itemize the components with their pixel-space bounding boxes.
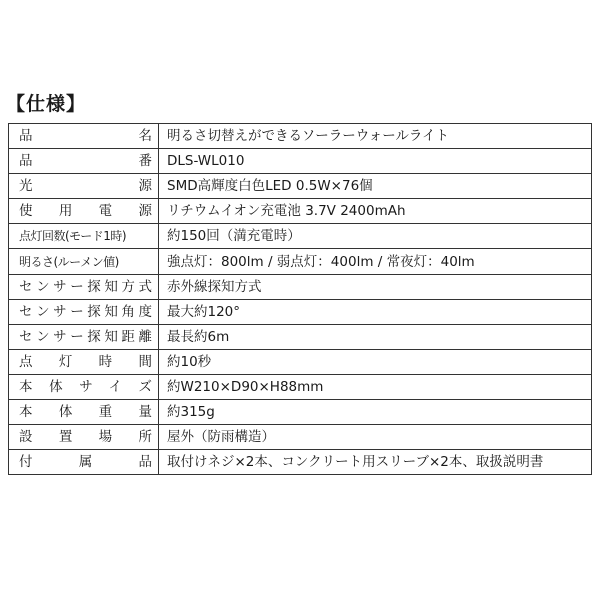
spec-row-body-size bbox=[9, 374, 592, 399]
spec-label-cell bbox=[9, 124, 159, 149]
spec-label-cell bbox=[9, 199, 159, 224]
spec-label-cell bbox=[9, 425, 159, 450]
spec-value: 取付けネジ×2本、コンクリート用スリーブ×2本、取扱説明書 bbox=[159, 450, 592, 475]
spec-label-cell bbox=[9, 249, 159, 274]
spec-row-power-source bbox=[9, 199, 592, 224]
spec-row-sensor-method bbox=[9, 274, 592, 299]
section-heading: 【仕様】 bbox=[6, 93, 87, 115]
spec-label: 品番 bbox=[19, 153, 152, 170]
spec-value: 赤外線探知方式 bbox=[159, 274, 592, 299]
spec-row-product-name bbox=[9, 124, 592, 149]
spec-row-product-number bbox=[9, 149, 592, 174]
spec-value: DLS-WL010 bbox=[159, 149, 592, 174]
spec-label-cell bbox=[9, 349, 159, 374]
spec-label: 品名 bbox=[19, 128, 152, 145]
spec-label-cell bbox=[9, 299, 159, 324]
spec-row-install-location bbox=[9, 425, 592, 450]
spec-value: 最大約120° bbox=[159, 299, 592, 324]
spec-value: 最長約6m bbox=[159, 324, 592, 349]
spec-value: SMD高輝度白色LED 0.5W×76個 bbox=[159, 174, 592, 199]
spec-label: 使用電源 bbox=[19, 203, 152, 220]
spec-label: 設置場所 bbox=[19, 429, 152, 446]
spec-label-cell bbox=[9, 274, 159, 299]
spec-value: 約315g bbox=[159, 400, 592, 425]
spec-value: 約150回（満充電時） bbox=[159, 224, 592, 249]
spec-value: 明るさ切替えができるソーラーウォールライト bbox=[159, 124, 592, 149]
spec-label: 点灯時間 bbox=[19, 353, 152, 370]
spec-table bbox=[8, 123, 592, 475]
spec-label-cell bbox=[9, 174, 159, 199]
spec-row-body-weight bbox=[9, 400, 592, 425]
spec-label: 光源 bbox=[19, 178, 152, 195]
spec-label-cell bbox=[9, 324, 159, 349]
spec-row-accessories bbox=[9, 450, 592, 475]
spec-label: センサー探知角度 bbox=[19, 303, 152, 320]
spec-label-cell bbox=[9, 450, 159, 475]
spec-label-cell bbox=[9, 224, 159, 249]
spec-row-lighting-count bbox=[9, 224, 592, 249]
spec-label: センサー探知距離 bbox=[19, 328, 152, 345]
spec-value: 屋外（防雨構造） bbox=[159, 425, 592, 450]
spec-label: センサー探知方式 bbox=[19, 278, 152, 295]
spec-label: 点灯回数(モード1時) bbox=[19, 229, 127, 244]
spec-label-cell bbox=[9, 149, 159, 174]
spec-value: リチウムイオン充電池 3.7V 2400mAh bbox=[159, 199, 592, 224]
spec-label: 本体サイズ bbox=[19, 378, 152, 395]
spec-row-sensor-angle bbox=[9, 299, 592, 324]
spec-row-lighting-time bbox=[9, 349, 592, 374]
spec-label: 明るさ(ルーメン値) bbox=[19, 254, 119, 269]
spec-label: 本体重量 bbox=[19, 404, 152, 421]
spec-value: 強点灯：800lm / 弱点灯：400lm / 常夜灯：40lm bbox=[159, 249, 592, 274]
spec-label-cell bbox=[9, 374, 159, 399]
spec-row-sensor-distance bbox=[9, 324, 592, 349]
spec-row-brightness bbox=[9, 249, 592, 274]
spec-row-light-source bbox=[9, 174, 592, 199]
spec-label: 付属品 bbox=[19, 454, 152, 471]
spec-value: 約10秒 bbox=[159, 349, 592, 374]
spec-label-cell bbox=[9, 400, 159, 425]
spec-value: 約W210×D90×H88mm bbox=[159, 374, 592, 399]
